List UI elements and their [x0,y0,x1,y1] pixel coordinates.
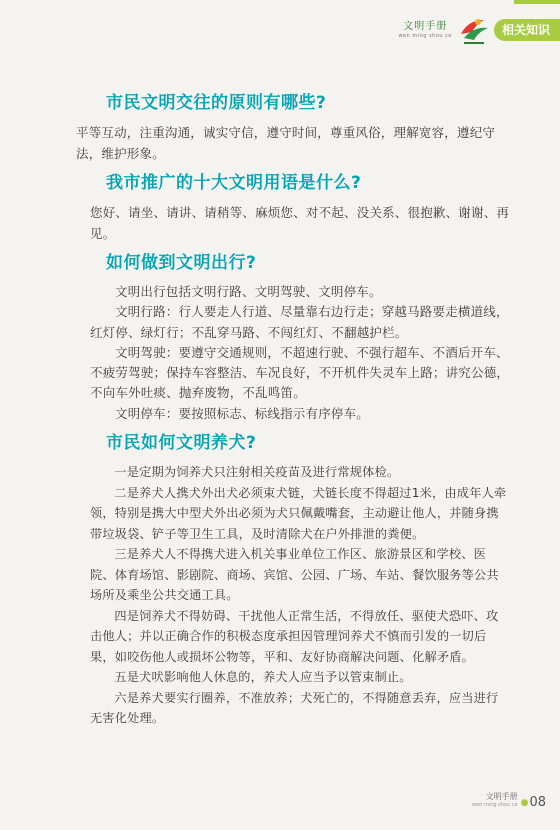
section-title: 我市推广的十大文明用语是什么? [106,173,362,193]
header-accent-bar [514,0,560,4]
paragraph: 三是养犬人不得携犬进入机关事业单位工作区、旅游景区和学校、医院、体育场馆、影剧院、商场、宾馆、公园、广场、车站、餐饮服务等公共场所及乘坐公共交通工具。 [90,547,499,603]
footer-brand [472,792,518,810]
paragraph: 六是养犬要实行圈养，不准放养；犬死亡的，不得随意丢弃，应当进行无害化处理。 [90,690,499,726]
paragraph: 平等互动，注重沟通，诚实守信，遵守时间，尊重风俗，理解宽容，遵纪守法，维护形象。 [76,125,496,161]
section-civil-phrases [0,172,560,244]
brand [398,21,452,40]
section-civil-dog-keeping [0,432,560,729]
content [0,92,560,737]
paragraph: 一是定期为饲养犬只注射相关疫苗及进行常规体检。 [114,465,400,480]
paragraph: 文明出行包括文明行路、文明驾驶、文明停车。 [115,284,382,299]
section-badge: 相关知识 [494,19,560,41]
section-title: 市民文明交往的原则有哪些? [106,93,327,113]
paragraph: 五是犬吠影响他人休息的，养犬人应当予以管束制止。 [114,670,412,685]
paragraph: 文明停车：要按照标志、标线指示有序停车。 [115,405,370,421]
section-title: 如何做到文明出行? [106,253,257,273]
emblem-logo-icon [456,12,492,48]
paragraph: 文明行路：行人要走人行道、尽量靠右边行走；穿越马路要走横道线，红灯停、绿灯行；不乱穿马路、不闯红灯、不翻越护栏。 [90,304,509,340]
header [398,8,550,52]
paragraph: 您好、请坐、请讲、请稍等、麻烦您、对不起、没关系、很抱歉、谢谢、再见。 [90,205,510,241]
brand-subtitle: wen ming shou ce [398,32,452,39]
section-civil-travel [0,252,560,424]
brand-title: 文明手册 [403,20,448,32]
section-civility-principles [0,92,560,164]
section-title: 市民如何文明养犬? [106,433,257,454]
paragraph: 四是饲养犬不得妨碍、干扰他人正常生活，不得放任、驱使犬恐吓、攻击他人；并以正确合作的积极态度承担因管理饲养犬不慎而引发的一切后果，如咬伤他人或损坏公物等，平和、友好协商解决问题、化解矛盾。 [90,608,499,664]
paragraph: 文明驾驶：要遵守交通规则，不超速行驶、不强行超车、不酒后开车、不疲劳驾驶；保持车容整洁、车况良好，不开机件失灵车上路；讲究公德，不向车外吐痰、抛弃废物，不乱鸣笛。 [90,344,510,401]
footer-brand-title: 文明手册 [485,792,518,801]
footer-brand-subtitle: wen ming shou ce [472,802,518,808]
paragraph: 二是养犬人携犬外出犬必须束犬链，犬链长度不得超过1米，由成年人牵领，特别是携大中型犬外出必须为犬只佩戴嘴套，主动避让他人，并随身携带垃圾袋、铲子等卫生工具，及时清除犬在户外排泄的粪便。 [90,485,507,541]
page-number: 08 [529,795,546,810]
footer [472,792,546,810]
footer-dot-icon: ● [520,798,529,808]
